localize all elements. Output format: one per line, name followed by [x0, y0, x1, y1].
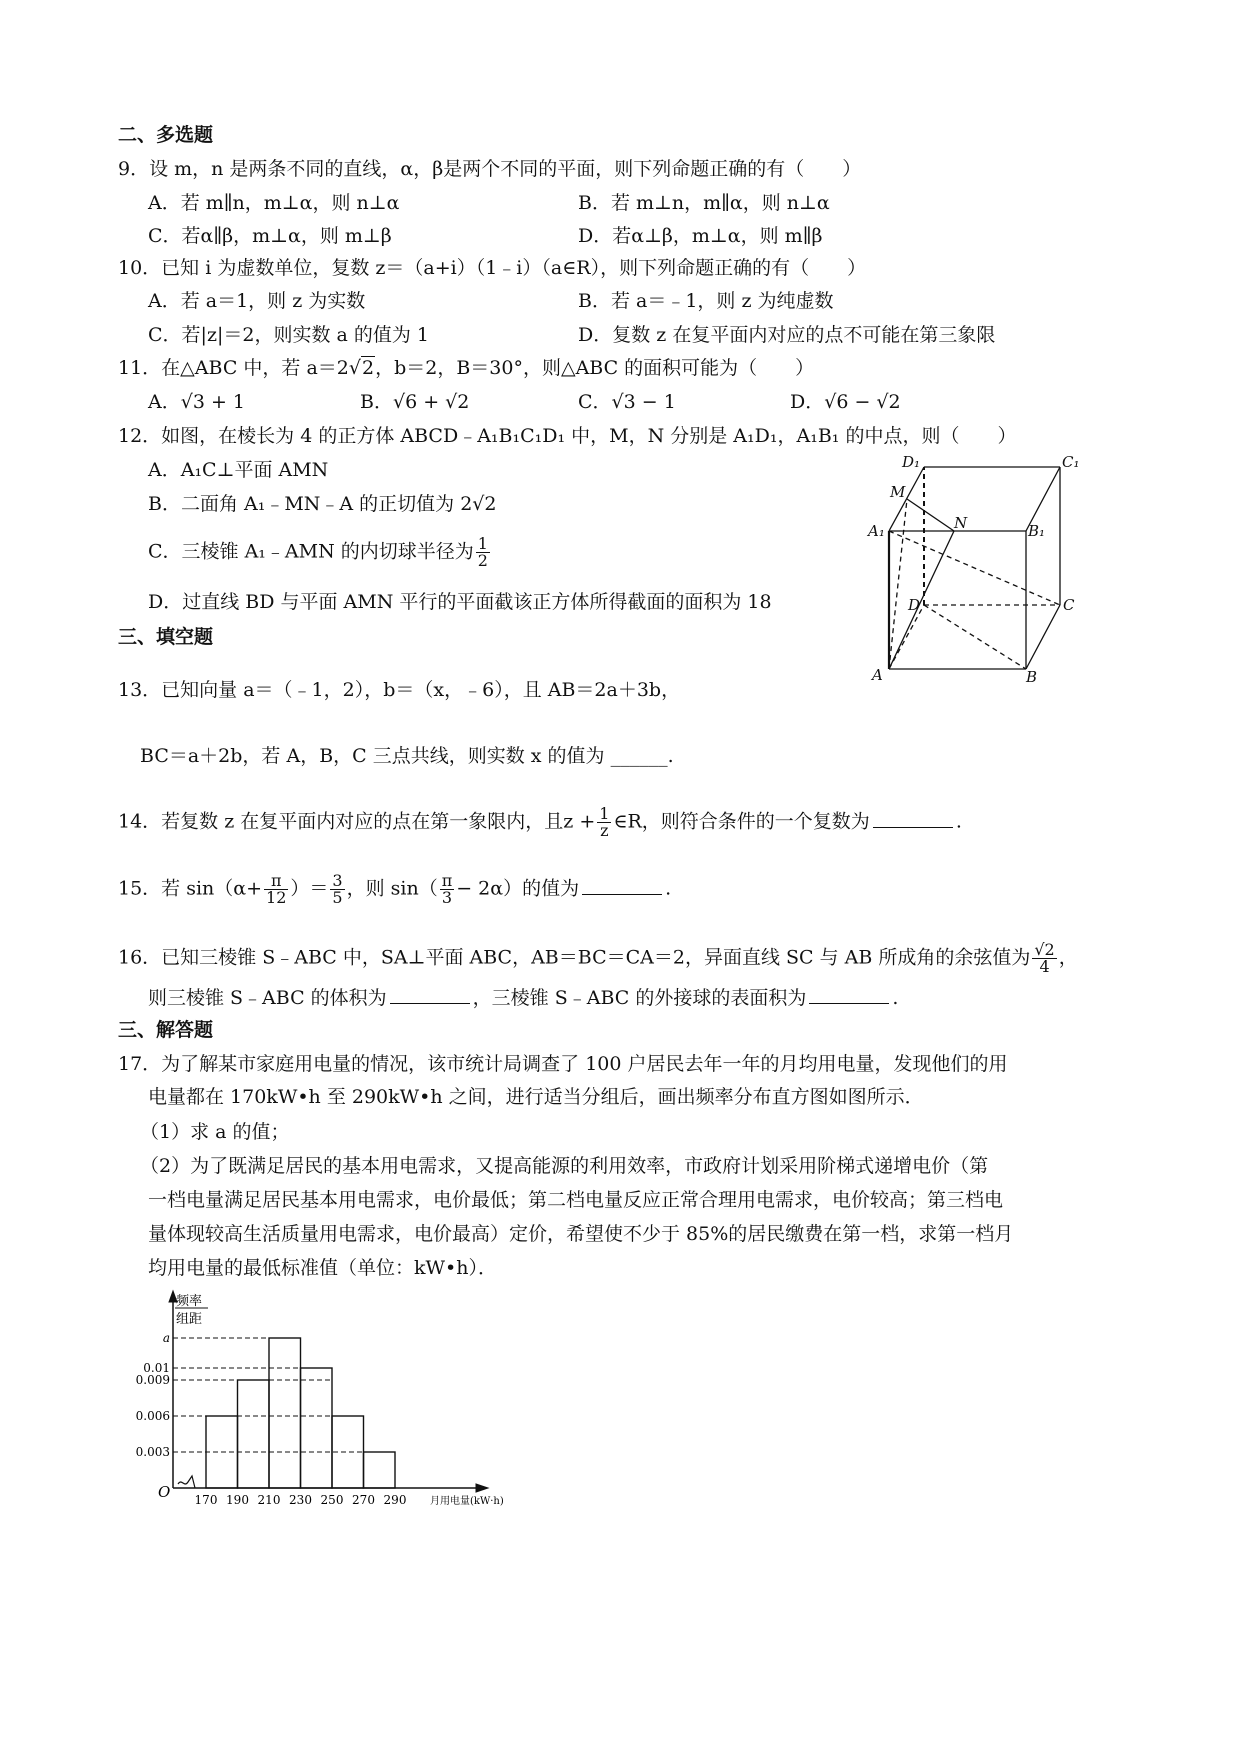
section-heading-answer: 三、解答题	[118, 1019, 214, 1041]
q15-end: .	[665, 877, 672, 900]
q16-comma: ，	[1058, 946, 1078, 969]
q16-volume-blank[interactable]	[390, 985, 470, 1004]
q15-fraction-pi-12: $\frac{\pi}{12}$	[266, 871, 287, 907]
q11-option-c: C．√3 − 1	[578, 391, 676, 413]
q15	[118, 873, 671, 906]
histogram-bar	[364, 1452, 396, 1488]
q16-text-surface: ，三棱锥 S﹣ABC 的外接球的表面积为	[472, 987, 807, 1009]
y-tick-label: 0.006	[135, 1409, 170, 1423]
label-a1: A₁	[868, 522, 885, 540]
y-tick-label: a	[162, 1331, 170, 1345]
q16-text-volume: 则三棱锥 S﹣ABC 的体积为	[148, 987, 387, 1009]
q16-fraction: $\frac{√2}{4}$	[1034, 940, 1055, 976]
q17-part2-line2: 一档电量满足居民基本用电需求，电价最低；第二档电量反应正常合理用电需求，电价较高；第三档电	[148, 1189, 1004, 1211]
q11-sqrt: √2	[348, 357, 375, 379]
q16-text: 16．已知三棱锥 S﹣ABC 中，SA⊥平面 ABC，AB＝BC＝CA＝2，异面直线 SC 与 AB 所成角的余弦值为	[118, 946, 1031, 969]
x-tick-label: 210	[257, 1493, 281, 1507]
histogram-bar	[269, 1338, 301, 1488]
q15-fraction-3-5: $\frac{3}{5}$	[332, 871, 343, 907]
label-a: A	[872, 666, 883, 684]
q12-option-b: B．二面角 A₁﹣MN﹣A 的正切值为 2√2	[148, 493, 497, 515]
q16-line1	[118, 942, 1078, 975]
q16-line2	[148, 985, 898, 1010]
q11-stem-post: ，b＝2，B＝30°，则△ABC 的面积可能为（ ）	[375, 357, 815, 379]
q16-surface-blank[interactable]	[809, 985, 889, 1004]
q9-option-b: B．若 m⊥n，m∥α，则 n⊥α	[578, 192, 830, 214]
x-axis-arrow	[476, 1484, 488, 1492]
axis-break-icon	[178, 1476, 195, 1488]
y-tick-label: 0.003	[135, 1445, 170, 1459]
q13-line1: 13．已知向量 a＝（﹣1，2），b＝（x，﹣6），且 AB＝2a＋3b，	[118, 679, 681, 701]
q11-option-b: B．√6 + √2	[360, 391, 470, 413]
label-c: C	[1063, 596, 1075, 614]
q17-part1: （1）求 a 的值；	[140, 1121, 290, 1143]
q15-text-mid: ）＝	[290, 877, 329, 900]
label-c1: C₁	[1062, 453, 1080, 471]
section-heading-fill: 三、填空题	[118, 626, 214, 648]
q14-text-pre: 14．若复数 z 在复平面内对应的点在第一象限内，且z +	[118, 810, 596, 833]
q9-option-c: C．若α∥β，m⊥α，则 m⊥β	[148, 225, 392, 247]
q17-part2-line1: （2）为了既满足居民的基本用电需求，又提高能源的利用效率，市政府计划采用阶梯式递增电价（第	[140, 1155, 989, 1177]
q12-option-d: D．过直线 BD 与平面 AMN 平行的平面截该正方体所得截面的面积为 18	[148, 591, 772, 613]
edge-a1-c	[889, 531, 1060, 605]
q11-stem	[118, 356, 814, 380]
histogram-bar	[238, 1380, 270, 1488]
q14-text-post: ∈R，则符合条件的一个复数为	[613, 810, 870, 833]
label-b1: B₁	[1028, 522, 1046, 540]
x-tick-label: 190	[226, 1493, 249, 1507]
x-tick-label: 270	[352, 1493, 375, 1507]
edge-b-c	[1026, 605, 1060, 669]
cube-figure	[860, 450, 1080, 685]
y-tick-label: 0.009	[135, 1373, 170, 1387]
label-n: N	[954, 514, 968, 532]
label-d1: D₁	[902, 453, 921, 471]
x-axis-label: 月用电量(kW·h)	[430, 1496, 504, 1507]
q12-option-a: A．A₁C⊥平面 AMN	[148, 459, 329, 481]
q10-stem: 10．已知 i 为虚数单位，复数 z＝（a+i）（1﹣i）（a∈R），则下列命题正确的有（ ）	[118, 257, 867, 279]
q15-text-pre: 15．若 sin（α+	[118, 877, 263, 900]
q15-fraction-pi-3: $\frac{\pi}{3}$	[441, 871, 453, 907]
q14	[118, 806, 962, 839]
ylabel-denominator: 组距	[176, 1312, 203, 1327]
q12-option-c	[148, 536, 492, 569]
x-tick-label: 230	[289, 1493, 312, 1507]
q9-option-a: A．若 m∥n，m⊥α，则 n⊥α	[148, 192, 400, 214]
q17-part2-line4: 均用电量的最低标准值（单位：kW•h）．	[148, 1257, 497, 1279]
x-tick-label: 250	[320, 1493, 344, 1507]
x-tick-label: 170	[194, 1493, 218, 1507]
q12-stem: 12．如图，在棱长为 4 的正方体 ABCD﹣A₁B₁C₁D₁ 中，M，N 分别是 A₁D₁，A₁B₁ 的中点，则（ ）	[118, 425, 1017, 447]
q14-answer-blank[interactable]	[873, 809, 953, 828]
edge-a-m	[889, 499, 907, 669]
q14-fraction: $\frac{1}{z}$	[599, 804, 610, 840]
section-heading-multi: 二、多选题	[118, 124, 214, 146]
edge-m-n	[907, 499, 954, 531]
q10-option-d: D．复数 z 在复平面内对应的点不可能在第三象限	[578, 324, 996, 346]
q10-option-a: A．若 a＝1，则 z 为实数	[148, 290, 366, 312]
q11-option-d: D．√6 − √2	[790, 391, 901, 413]
edge-n-a	[889, 531, 954, 669]
q17-line1: 17．为了解某市家庭用电量的情况，该市统计局调查了 100 户居民去年一年的月均用电量，发现他们的用	[118, 1053, 1008, 1075]
q17-part2-line3: 量体现较高生活质量用电需求，电价最高）定价，希望使不少于 85%的居民缴费在第一档，求第一档月	[148, 1223, 1014, 1245]
q12-option-c-fraction: $\frac{1}{2}$	[477, 534, 488, 570]
q9-stem: 9．设 m，n 是两条不同的直线，α，β是两个不同的平面，则下列命题正确的有（ ）	[118, 158, 862, 180]
origin-label: O	[158, 1483, 171, 1501]
q11-stem-pre: 11．在△ABC 中，若 a＝2	[118, 357, 349, 379]
y-tick-label: 0.01	[143, 1361, 170, 1375]
q15-text-mid2: ，则 sin（	[346, 877, 438, 900]
q9-option-d: D．若α⊥β，m⊥α，则 m∥β	[578, 225, 823, 247]
edge-d-b	[924, 605, 1026, 669]
q14-end: .	[955, 810, 962, 833]
q10-option-b: B．若 a＝﹣1，则 z 为纯虚数	[578, 290, 834, 312]
q15-answer-blank[interactable]	[582, 876, 662, 895]
histogram-chart	[120, 1288, 540, 1513]
q15-text-post: − 2α）的值为	[456, 877, 580, 900]
q11-option-a: A．√3 + 1	[148, 391, 246, 413]
label-d: D	[908, 596, 921, 614]
q10-option-c: C．若|z|＝2，则实数 a 的值为 1	[148, 324, 429, 346]
q16-end: .	[892, 987, 899, 1009]
label-b: B	[1026, 668, 1038, 685]
q12-option-c-text: C．三棱锥 A₁﹣AMN 的内切球半径为	[148, 540, 474, 563]
q13-line2: BC＝a＋2b，若 A，B，C 三点共线，则实数 x 的值为 ______.	[140, 745, 674, 767]
q17-line2: 电量都在 170kW•h 至 290kW•h 之间，进行适当分组后，画出频率分布直方图如图所示．	[148, 1086, 924, 1108]
label-m: M	[890, 483, 906, 501]
histogram-bar	[301, 1368, 333, 1488]
x-tick-label: 290	[383, 1493, 407, 1507]
ylabel-numerator: 频率	[176, 1294, 203, 1309]
